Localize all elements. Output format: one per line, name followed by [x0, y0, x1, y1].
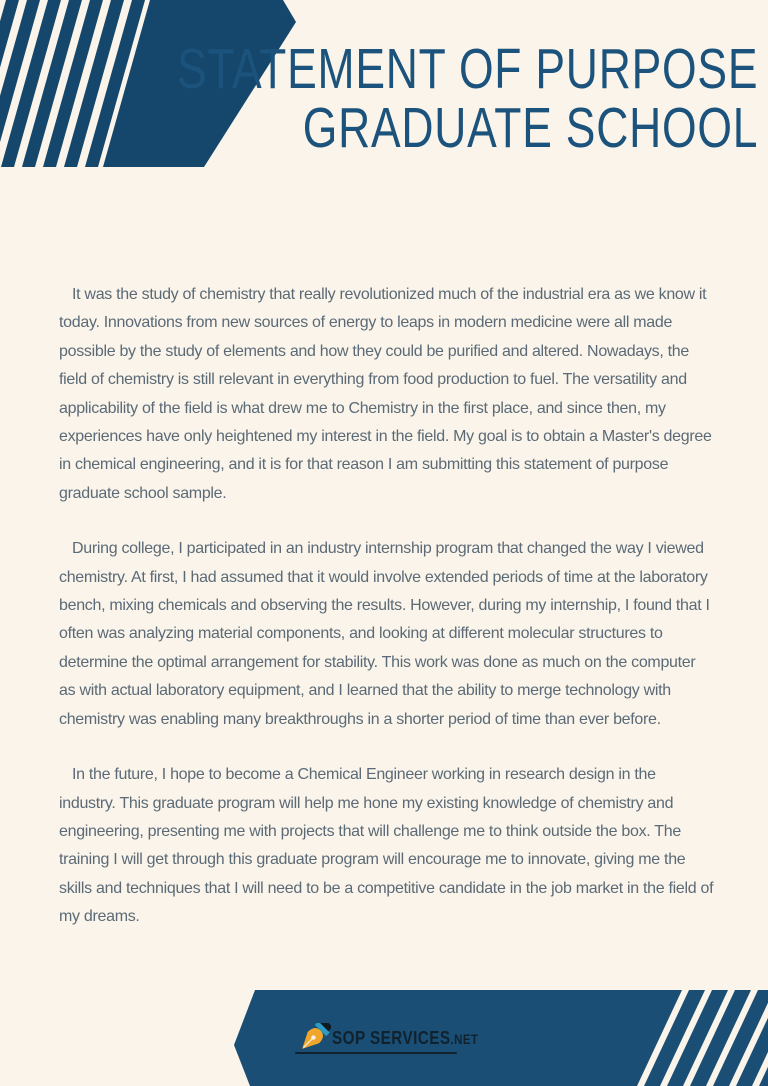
body-paragraph-3: In the future, I hope to become a Chemical Engineer working in research design in the industry. This graduate program will help me hone my existing knowledge of chemistry and engineering, presenting me with projects that will challenge me to think outside the box. The training I will get through this graduate program will encourage me to innovate, giving me the skills and techniques that I will need to be a competitive candidate in the job market in the field of my dreams. — [59, 766, 714, 926]
statement-body — [59, 281, 714, 959]
page-title-line-2: GRADUATE SCHOOL — [302, 96, 758, 160]
sop-services-logo — [295, 1023, 479, 1057]
logo-underline — [295, 1052, 457, 1054]
page-title — [13, 37, 758, 160]
logo-text — [332, 1028, 478, 1049]
logo-suffix: .NET — [450, 1032, 479, 1047]
pen-nib-icon — [297, 1023, 331, 1055]
body-paragraph-1: It was the study of chemistry that really revolutionized much of the industrial era as we know it today. Innovations from new sources of energy to leaps in modern medicine were all made possible by the study of elements and how they could be purified and altered. Nowadays, the field of chemistry is still relevant in everything from food production to fuel. The versatility and applicability of the field is what drew me to Chemistry in the first place, and since then, my experiences have only heightened my interest in the field. My goal is to obtain a Master's degree in chemical engineering, and it is for that reason I am submitting this statement of purpose graduate school sample. — [59, 286, 712, 502]
page-title-line-1: STATEMENT OF PURPOSE — [176, 37, 758, 101]
body-paragraph-2: During college, I participated in an industry internship program that changed the way I viewed chemistry. At first, I had assumed that it would involve extended periods of time at the laboratory bench, mixing chemicals and observing the results. However, during my internship, I found that I often was analyzing material components, and looking at different molecular structures to determine the optimal arrangement for stability. This work was done as much on the computer as with actual laboratory equipment, and I learned that the ability to merge technology with chemistry was enabling many breakthroughs in a shorter period of time than ever before. — [59, 540, 710, 728]
logo-name: SOP SERVICES — [332, 1028, 451, 1048]
